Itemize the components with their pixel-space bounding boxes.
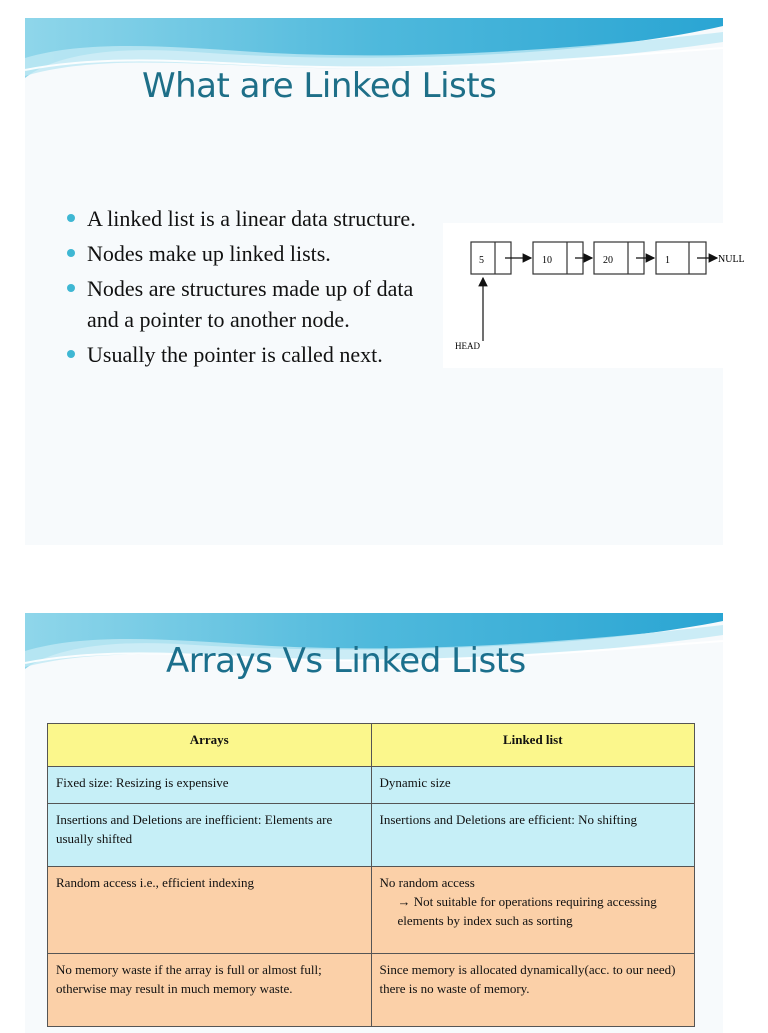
bullet-item: A linked list is a linear data structure. [65, 203, 435, 234]
bullet-dot-icon [67, 214, 75, 222]
table-cell: Fixed size: Resizing is expensive [48, 767, 372, 804]
table-cell: Insertions and Deletions are inefficient: Elements are usually shifted [48, 804, 372, 867]
slide-title: Arrays Vs Linked Lists [166, 641, 526, 681]
table-cell: Dynamic size [371, 767, 695, 804]
table-cell [371, 867, 695, 954]
bullet-dot-icon [67, 249, 75, 257]
slide-arrays-vs-linked-lists [25, 613, 723, 1033]
column-header-arrays: Arrays [48, 724, 372, 767]
svg-text:10: 10 [542, 255, 552, 266]
svg-text:1: 1 [665, 255, 670, 266]
slide-linked-lists [25, 18, 745, 545]
table-row [48, 767, 695, 804]
bullet-dot-icon [67, 284, 75, 292]
linked-list-diagram [443, 223, 745, 368]
bullet-item: Nodes make up linked lists. [65, 238, 435, 269]
table-row [48, 954, 695, 1027]
bullet-item: Nodes are structures made up of data and a pointer to another node. [65, 273, 435, 335]
table-cell: Random access i.e., efficient indexing [48, 867, 372, 954]
table-cell: Since memory is allocated dynamically(acc. to our need) there is no waste of memory. [371, 954, 695, 1027]
bullet-list [65, 203, 435, 374]
svg-text:20: 20 [603, 255, 613, 266]
null-label: NULL [718, 254, 745, 265]
linked-list-svg [443, 223, 745, 368]
slide-title: What are Linked Lists [142, 66, 497, 106]
table-row [48, 867, 695, 954]
head-label: HEAD [455, 341, 480, 351]
table-header-row [48, 724, 695, 767]
column-header-linked-list: Linked list [371, 724, 695, 767]
cell-text: No random access [379, 875, 475, 890]
table-cell: Insertions and Deletions are efficient: No shifting [371, 804, 695, 867]
bullet-item: Usually the pointer is called next. [65, 339, 435, 370]
cell-subtext: → Not suitable for operations requiring accessing elements by index such as sorting [397, 894, 657, 928]
table-row [48, 804, 695, 867]
bullet-dot-icon [67, 350, 75, 358]
comparison-table [47, 723, 695, 1027]
svg-text:5: 5 [479, 255, 484, 266]
table-cell: No memory waste if the array is full or almost full; otherwise may result in much memory waste. [48, 954, 372, 1027]
